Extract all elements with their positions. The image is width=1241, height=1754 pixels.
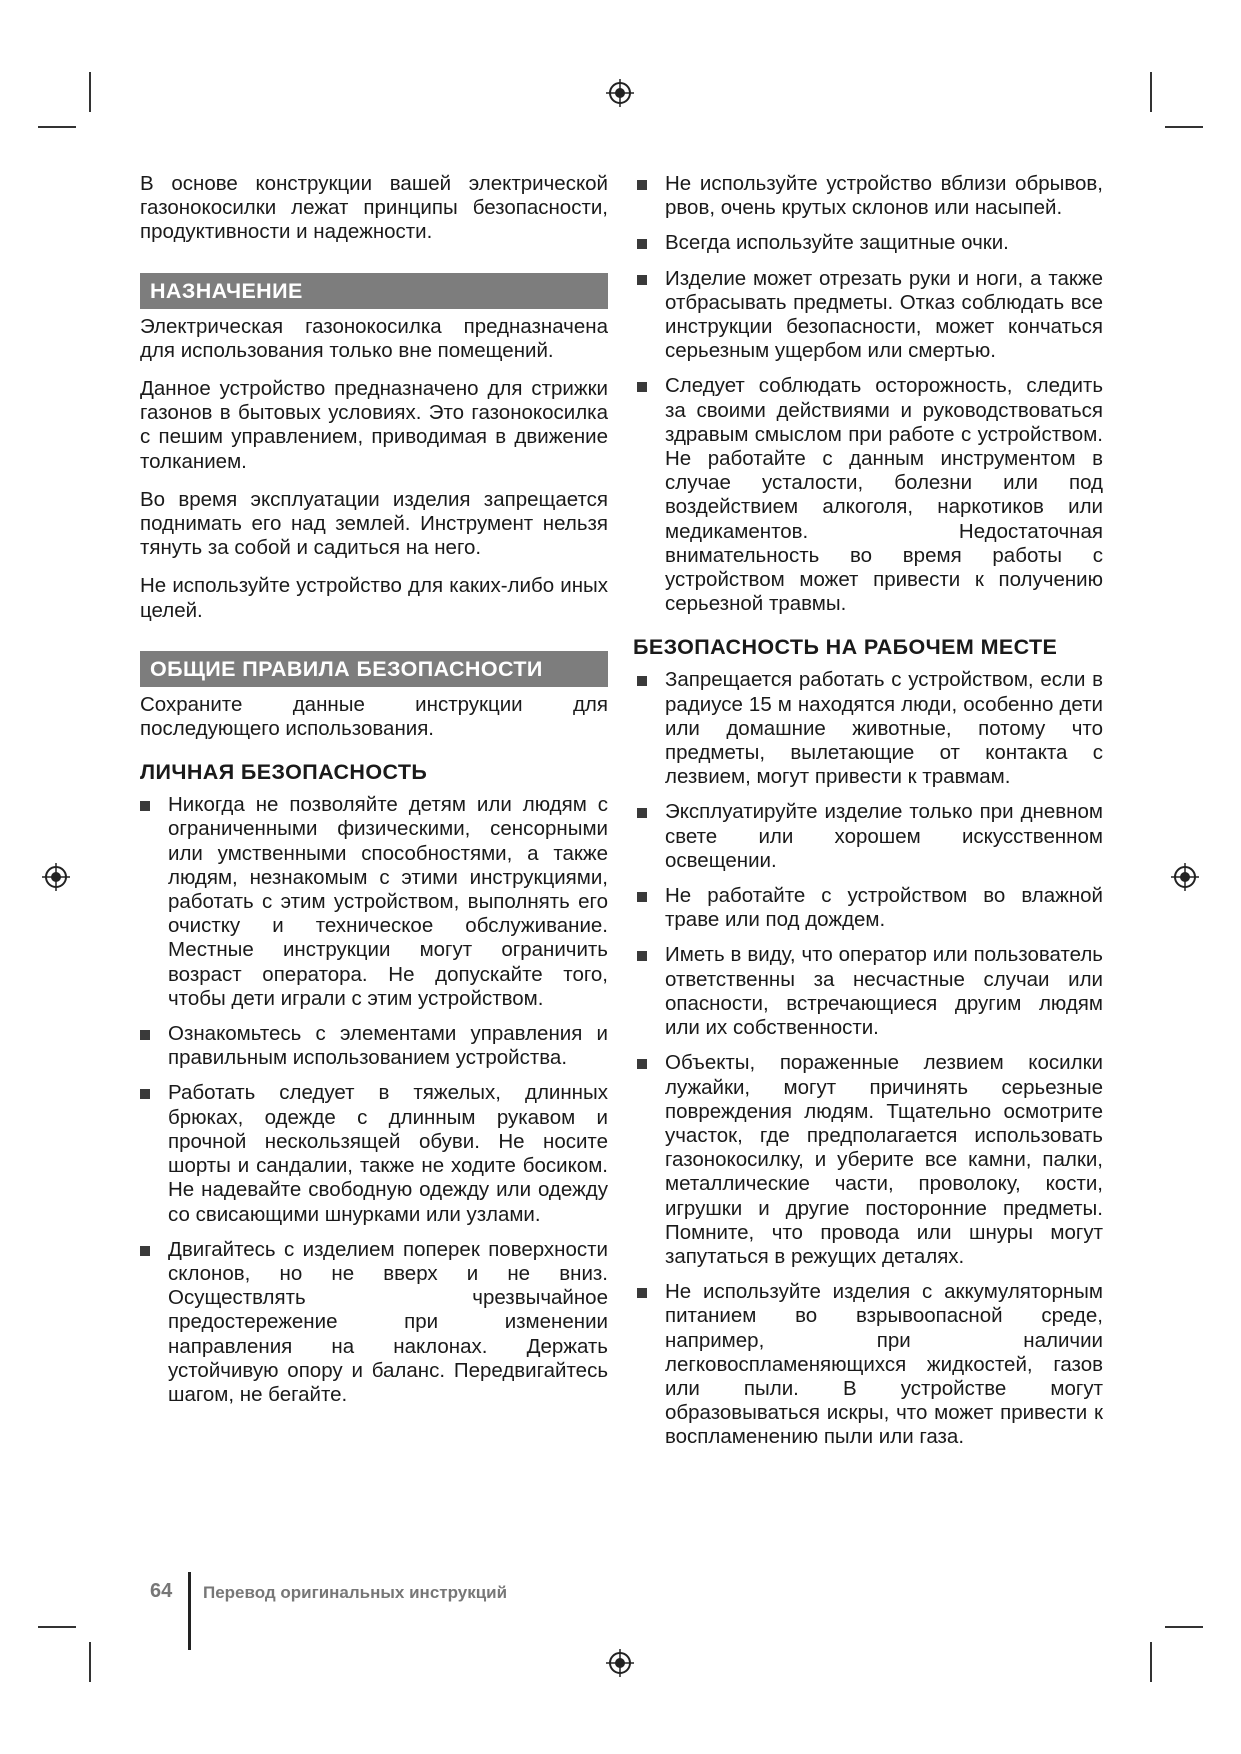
square-bullet-icon <box>637 239 647 249</box>
crop-mark <box>1150 1642 1152 1682</box>
list-item: Объекты, пораженные лезвием косилки лужайки, могут причинять серьезные повреждения людям. Тщательно осмотрите участок, где предполагается использовать газонокосилку, и уберите все камни, палки, металлические части, проволоку, кости, игрушки и другие посторонние предметы. Помните, что провода или шнуры могут запутаться в режущих деталях. <box>637 1051 1103 1269</box>
crop-mark <box>1165 1626 1203 1628</box>
subheading-personal-safety: ЛИЧНАЯ БЕЗОПАСНОСТЬ <box>140 760 428 785</box>
subheading-workplace-safety: БЕЗОПАСНОСТЬ НА РАБОЧЕМ МЕСТЕ <box>633 635 1058 660</box>
footer-divider <box>188 1572 191 1650</box>
list-item: Изделие может отрезать руки и ноги, а также отбрасывать предметы. Отказ соблюдать все инструкции безопасности, может кончаться серьезным ущербом или смертью. <box>637 267 1103 364</box>
list-item: Следует соблюдать осторожность, следить за своими действиями и руководствоваться здравым смыслом при работе с устройством. Не работайте с данным инструментом в случае усталости, болезни или под воздействием алкоголя, наркотиков или медикаментов. Недостаточная внимательность во время работы с устройством может привести к получению серьезной травмы. <box>637 374 1103 616</box>
list-item: Работать следует в тяжелых, длинных брюках, одежде с длинным рукавом и прочной нескользящей обуви. Не носите шорты и сандалии, также не ходите босиком. Не надевайте свободную одежду или одежду со свисающими шнурками или узлами. <box>140 1081 608 1226</box>
list-item: Не используйте изделия с аккумуляторным питанием во взрывоопасной среде, например, при наличии легковоспламеняющихся жидкостей, газов или пыли. В устройстве могут образовываться искры, что может привести к воспламенению пыли или газа. <box>637 1280 1103 1449</box>
crop-mark <box>38 126 76 128</box>
crop-mark <box>89 1642 91 1682</box>
square-bullet-icon <box>140 1030 150 1040</box>
list-item: Всегда используйте защитные очки. <box>637 231 1103 255</box>
right-column <box>633 172 1103 1461</box>
purpose-paragraph: Электрическая газонокосилка предназначена для использования только вне помещений. <box>140 314 608 362</box>
square-bullet-icon <box>140 1089 150 1099</box>
square-bullet-icon <box>637 676 647 686</box>
crop-mark <box>89 72 91 112</box>
registration-mark-icon <box>605 78 635 108</box>
list-item: Ознакомьтесь с элементами управления и правильным использованием устройства. <box>140 1022 608 1070</box>
section-title-general-safety: ОБЩИЕ ПРАВИЛА БЕЗОПАСНОСТИ <box>140 651 608 687</box>
registration-mark-icon <box>41 862 71 892</box>
crop-mark <box>38 1626 76 1628</box>
list-item: Двигайтесь с изделием поперек поверхности склонов, но не вверх и не вниз. Осуществлять чрезвычайное предостережение при изменении направления на наклонах. Держать устойчивую опору и баланс. Передвигайтесь шагом, не бегайте. <box>140 1238 608 1407</box>
section-title-purpose: НАЗНАЧЕНИЕ <box>140 273 608 309</box>
page-number: 64 <box>150 1580 173 1602</box>
square-bullet-icon <box>140 801 150 811</box>
square-bullet-icon <box>637 1059 647 1069</box>
intro-paragraph: В основе конструкции вашей электрической газонокосилки лежат принципы безопасности, продуктивности и надежности. <box>140 172 608 244</box>
footer-caption: Перевод оригинальных инструкций <box>203 1583 508 1602</box>
square-bullet-icon <box>637 1288 647 1298</box>
list-item: Эксплуатируйте изделие только при дневном свете или хорошем искусственном освещении. <box>637 800 1103 873</box>
square-bullet-icon <box>637 808 647 818</box>
general-safety-paragraph: Сохраните данные инструкции для последующего использования. <box>140 692 608 741</box>
workplace-safety-list <box>637 668 1103 1449</box>
purpose-paragraph: Данное устройство предназначено для стрижки газонов в бытовых условиях. Это газонокосилка с пешим управлением, приводимая в движение толканием. <box>140 377 608 473</box>
left-column <box>140 172 608 1418</box>
square-bullet-icon <box>637 382 647 392</box>
square-bullet-icon <box>637 892 647 902</box>
registration-mark-icon <box>605 1648 635 1678</box>
general-safety-list <box>637 172 1103 616</box>
registration-mark-icon <box>1170 862 1200 892</box>
list-item: Иметь в виду, что оператор или пользователь ответственны за несчастные случаи или опасности, встречающиеся другим людям или их собственности. <box>637 943 1103 1040</box>
list-item: Никогда не позволяйте детям или людям с ограниченными физическими, сенсорными или умственными способностями, а также людям, незнакомым с этими инструкциями, работать с этим устройством, выполнять его очистку и техническое обслуживание. Местные инструкции могут ограничить возраст оператора. Не допускайте того, чтобы дети играли с этим устройством. <box>140 793 608 1011</box>
personal-safety-list <box>140 793 608 1407</box>
square-bullet-icon <box>637 275 647 285</box>
list-item: Запрещается работать с устройством, если в радиусе 15 м находятся люди, особенно дети или домашние животные, потому что предметы, вылетающие от контакта с лезвием, могут привести к травмам. <box>637 668 1103 789</box>
square-bullet-icon <box>637 951 647 961</box>
crop-mark <box>1165 126 1203 128</box>
square-bullet-icon <box>140 1246 150 1256</box>
list-item: Не работайте с устройством во влажной траве или под дождем. <box>637 884 1103 932</box>
list-item: Не используйте устройство вблизи обрывов, рвов, очень крутых склонов или насыпей. <box>637 172 1103 220</box>
purpose-paragraph: Не используйте устройство для каких-либо иных целей. <box>140 574 608 622</box>
crop-mark <box>1150 72 1152 112</box>
square-bullet-icon <box>637 180 647 190</box>
purpose-paragraph: Во время эксплуатации изделия запрещается поднимать его над землей. Инструмент нельзя тянуть за собой и садиться на него. <box>140 487 608 560</box>
